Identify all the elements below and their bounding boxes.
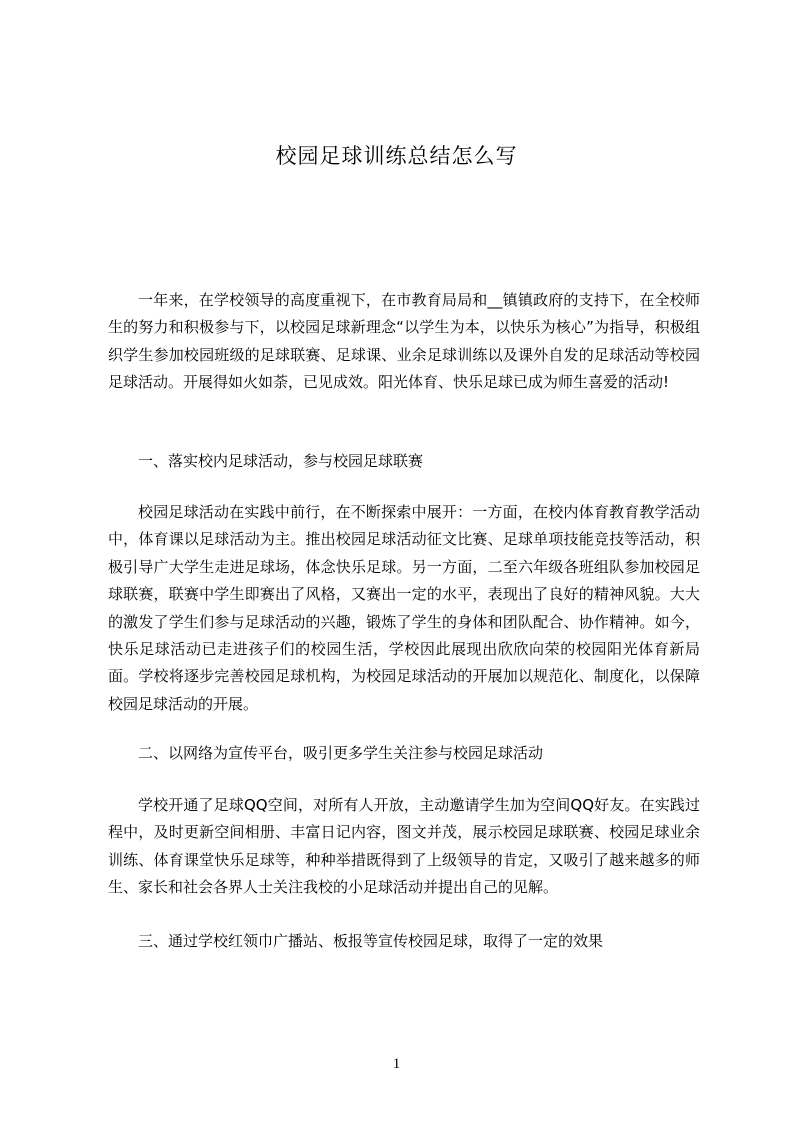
section-2-heading: 二、以网络为宣传平台，吸引更多学生关注参与校园足球活动 (138, 744, 544, 762)
document-title: 校园足球训练总结怎么写 (275, 144, 518, 168)
page-number: 1 (392, 1056, 401, 1072)
section-1-heading: 一、落实校内足球活动，参与校园足球联赛 (138, 452, 424, 470)
intro-paragraph: 一年来，在学校领导的高度重视下，在市教育局局和__镇镇政府的支持下，在全校师生的努力和积极参与下，以校园足球新理念“以学生为本，以快乐为核心”为指导，积极组织学生参加校园班级的足球联赛、足球课、业余足球训练以及课外自发的足球活动等校园足球活动。开展得如火如荼，已见成效。阳光体育、快乐足球已成为师生喜爱的活动! (108, 291, 700, 392)
section-2-paragraph: 学校开通了足球QQ空间，对所有人开放，主动邀请学生加为空间QQ好友。在实践过程中，及时更新空间相册、丰富日记内容，图文并茂，展示校园足球联赛、校园足球业余训练、体育课堂快乐足球等，种种举措既得到了上级领导的肯定，又吸引了越来越多的师生、家长和社会各界人士关注我校的小足球活动并提出自己的见解。 (108, 796, 700, 897)
section-3-heading: 三、通过学校红领巾广播站、板报等宣传校园足球，取得了一定的效果 (138, 932, 604, 950)
section-1-paragraph: 校园足球活动在实践中前行，在不断探索中展开：一方面，在校内体育教育教学活动中，体育课以足球活动为主。推出校园足球活动征文比赛、足球单项技能竞技等活动，积极引导广大学生走进足球场，体念快乐足球。另一方面，二至六年级各班组队参加校园足球联赛，联赛中学生即赛出了风格，又赛出一定的水平，表现出了良好的精神风貌。大大的激发了学生们参与足球活动的兴趣，锻炼了学生的身体和团队配合、协作精神。如今，快乐足球活动已走进孩子们的校园生活，学校因此展现出欣欣向荣的校园阳光体育新局面。学校将逐步完善校园足球机构，为校园足球活动的开展加以规范化、制度化，以保障校园足球活动的开展。 (108, 503, 700, 713)
